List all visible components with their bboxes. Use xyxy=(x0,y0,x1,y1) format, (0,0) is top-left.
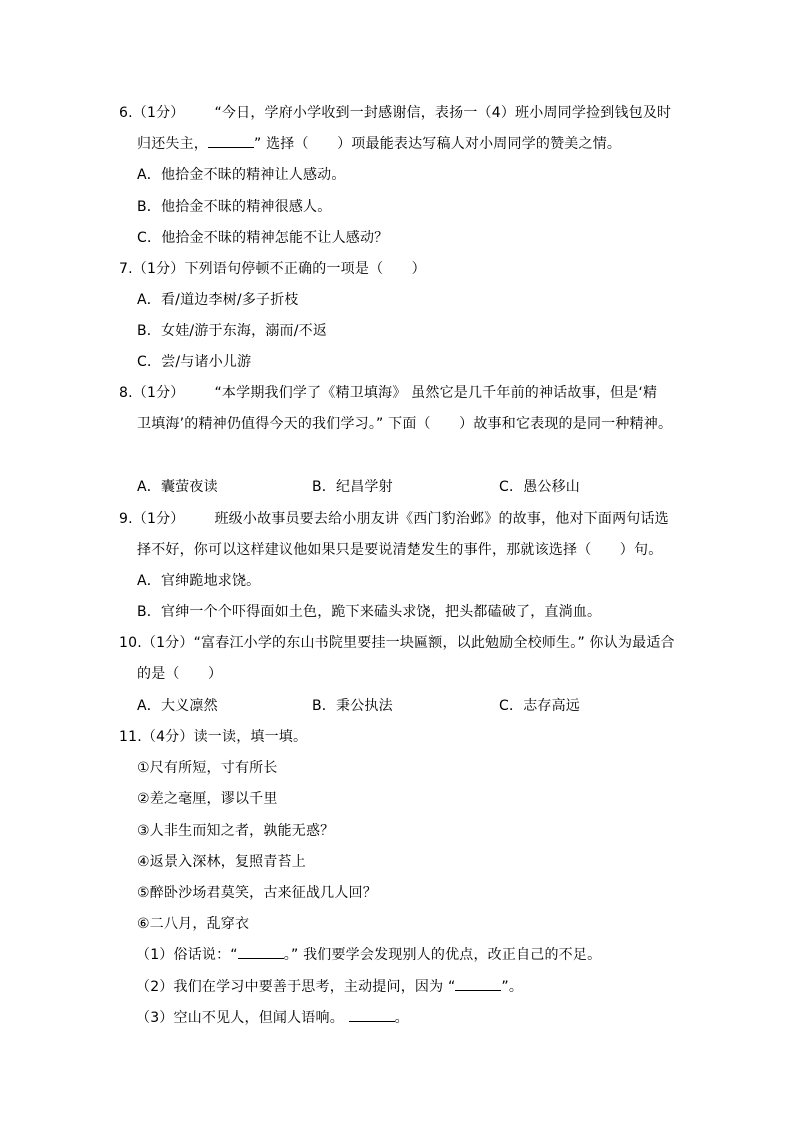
option-b[interactable] xyxy=(312,478,393,496)
question-text: “富春江小学的东山书院里要挂一块匾额，以此勉励全校师生。” 你认为最适合 xyxy=(193,635,675,651)
question-10-line-1 xyxy=(119,634,675,652)
question-6-line-1 xyxy=(119,104,671,122)
option-b[interactable] xyxy=(137,322,327,340)
question-text: “今日，学府小学收到一封感谢信，表扬一（4）班小周同学捡到钱包及时 xyxy=(214,105,672,121)
option-label: B． xyxy=(137,604,162,620)
question-score: （1分） xyxy=(132,105,185,121)
question-text: 卫填海’的精神仍值得今天的我们学习。” 下面（ ）故事和它表现的是同一种精神。 xyxy=(137,416,673,432)
question-text: ” 选择（ ）项最能表达写稿人对小周同学的赞美之情。 xyxy=(254,136,622,152)
question-number: 9. xyxy=(119,511,133,527)
question-score: （1分） xyxy=(132,385,185,401)
item-text: ③人非生而知之者，孰能无惑？ xyxy=(137,823,335,839)
option-label: B． xyxy=(137,199,162,215)
question-number: 11. xyxy=(119,729,142,745)
list-item xyxy=(137,822,334,840)
option-c[interactable] xyxy=(137,353,251,371)
question-number: 6. xyxy=(119,105,133,121)
list-item xyxy=(137,759,278,777)
question-6-line-2 xyxy=(137,135,621,153)
option-c[interactable] xyxy=(499,478,580,496)
option-text: 看/道边李树/多子折枝 xyxy=(160,292,299,308)
option-label: A． xyxy=(137,479,161,495)
option-text: 官绅跪地求饶。 xyxy=(160,573,261,589)
question-text: “本学期我们学了《精卫填海》 虽然它是几千年前的神话故事，但是‘精 xyxy=(214,385,658,401)
answer-blank[interactable] xyxy=(349,1009,395,1022)
list-item xyxy=(137,915,249,933)
answer-blank[interactable] xyxy=(455,978,501,991)
question-7-line-1 xyxy=(119,260,426,278)
option-text: 愚公移山 xyxy=(523,479,580,495)
option-label: B． xyxy=(137,323,162,339)
question-score: （1分） xyxy=(132,261,185,277)
answer-blank[interactable] xyxy=(208,135,254,148)
sub-question-3 xyxy=(136,1009,409,1027)
option-a[interactable] xyxy=(137,572,260,590)
sub-question-text: ”。 xyxy=(501,979,524,995)
option-text: 纪昌学射 xyxy=(336,479,393,495)
option-label: C． xyxy=(137,230,162,246)
question-number: 8. xyxy=(119,385,133,401)
item-text: ①尺有所短，寸有所长 xyxy=(137,760,278,776)
question-text: 读一读，填一填。 xyxy=(193,729,308,745)
option-c[interactable] xyxy=(137,229,388,247)
option-label: B． xyxy=(312,698,337,714)
list-item xyxy=(137,884,377,902)
sub-question-text: 。 xyxy=(394,1010,409,1026)
question-9-line-2 xyxy=(137,541,662,559)
option-label: A． xyxy=(137,167,161,183)
question-text: 择不好，你可以这样建议他如果只是要说清楚发生的事件，那就该选择（ ）句。 xyxy=(137,542,663,558)
list-item xyxy=(137,853,306,871)
list-item xyxy=(137,790,278,808)
question-text: 归还失主， xyxy=(137,136,208,152)
option-b[interactable] xyxy=(312,697,393,715)
option-text: 囊萤夜读 xyxy=(160,479,218,495)
option-a[interactable] xyxy=(137,291,299,309)
question-9-line-1 xyxy=(119,510,669,528)
sub-question-2 xyxy=(136,978,523,996)
option-text: 他拾金不昧的精神很感人。 xyxy=(161,199,332,215)
option-label: B． xyxy=(312,479,337,495)
question-11-line-1 xyxy=(119,728,307,746)
sub-question-text: （1）俗话说：“ xyxy=(136,947,238,963)
option-text: 官绅一个个吓得面如土色，跪下来磕头求饶，把头都磕破了，直淌血。 xyxy=(161,604,602,620)
item-text: ⑥二八月，乱穿衣 xyxy=(137,916,250,932)
sub-question-text: （2）我们在学习中要善于思考，主动提问，因为 “ xyxy=(136,979,456,995)
option-label: A． xyxy=(137,292,161,308)
sub-question-text: 。” 我们要学会发现别人的优点，改正自己的不足。 xyxy=(283,947,602,963)
question-text: 班级小故事员要去给小朋友讲《西门豹治邺》的故事，他对下面两句话选 xyxy=(214,511,669,527)
option-label: C． xyxy=(499,479,524,495)
question-text: 的是（ ） xyxy=(137,666,223,682)
item-text: ④返景入深林，复照青苔上 xyxy=(137,854,306,870)
option-b[interactable] xyxy=(137,603,601,621)
question-8-line-1 xyxy=(119,384,657,402)
question-8-line-2 xyxy=(137,415,672,433)
option-label: C． xyxy=(137,354,162,370)
question-10-line-2 xyxy=(137,665,222,683)
sub-question-1 xyxy=(136,946,601,964)
sub-question-text: （3）空山不见人，但闻人语响。 xyxy=(136,1010,349,1026)
option-text: 尝/与诸小儿游 xyxy=(161,354,252,370)
option-text: 志存高远 xyxy=(523,698,580,714)
question-number: 7. xyxy=(119,261,133,277)
option-c[interactable] xyxy=(499,697,580,715)
option-label: A． xyxy=(137,573,161,589)
option-label: A． xyxy=(137,698,161,714)
item-text: ②差之毫厘，谬以千里 xyxy=(137,791,278,807)
question-score: （1分） xyxy=(132,511,185,527)
question-score: （4分） xyxy=(141,729,194,745)
question-text: 下列语句停顿不正确的一项是（ ） xyxy=(184,261,426,277)
option-b[interactable] xyxy=(137,198,331,216)
option-text: 大义凛然 xyxy=(160,698,218,714)
question-number: 10. xyxy=(119,635,142,651)
option-text: 女娃/游于东海，溺而/不返 xyxy=(161,323,328,339)
option-a[interactable] xyxy=(137,697,218,715)
option-a[interactable] xyxy=(137,166,346,184)
option-a[interactable] xyxy=(137,478,218,496)
answer-blank[interactable] xyxy=(238,946,284,959)
option-label: C． xyxy=(499,698,524,714)
item-text: ⑤醉卧沙场君莫笑，古来征战几人回？ xyxy=(137,885,377,901)
option-text: 秉公执法 xyxy=(336,698,393,714)
question-score: （1分） xyxy=(141,635,194,651)
option-text: 他拾金不昧的精神怎能不让人感动？ xyxy=(161,230,389,246)
option-text: 他拾金不昧的精神让人感动。 xyxy=(160,167,346,183)
